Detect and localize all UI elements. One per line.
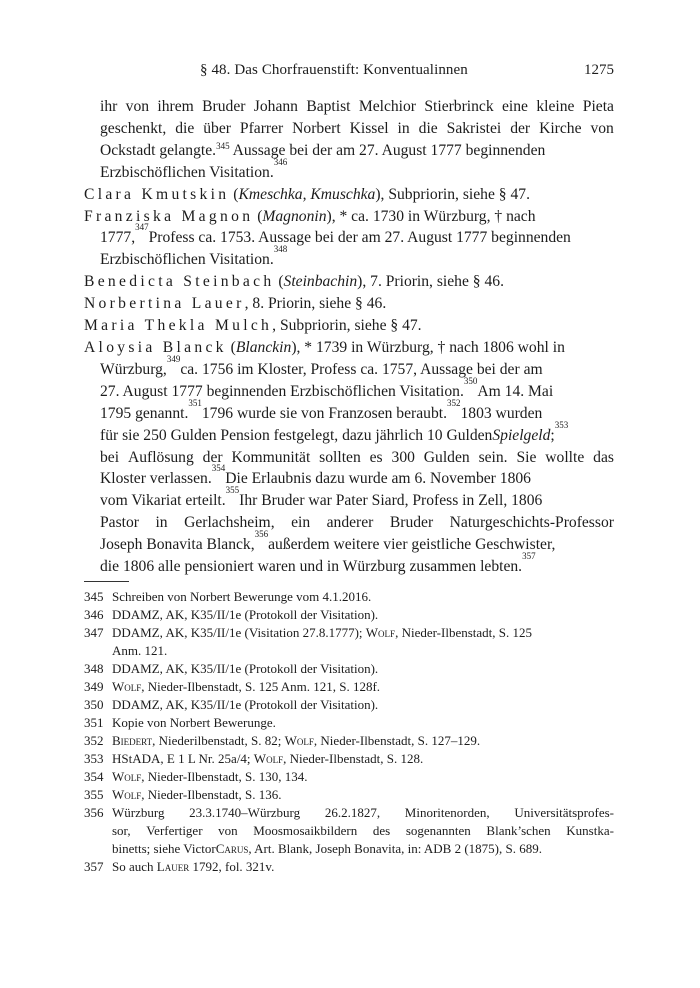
footnote-ref: 353 (554, 419, 569, 430)
footnote-text: Wolf, Nieder-Ilbenstadt, S. 136. (112, 787, 282, 802)
text-line: Kloster verlassen. 354 Die Erlaubnis dazu wurde am 6. November 1806 (84, 468, 614, 490)
word: von (590, 119, 614, 137)
word: von (125, 98, 150, 115)
entry-maria-thekla-mulch: Maria Thekla Mulch , Subpriorin, siehe § 47. (84, 315, 614, 337)
word: Kirche (539, 119, 582, 137)
text-line: für sie 250 Gulden Pension festgelegt, dazu jährlich 10 Gulden Spielgeld ; 353 (84, 425, 614, 447)
word: die (175, 119, 195, 137)
word: es (369, 448, 383, 466)
word: über (203, 119, 231, 137)
entry-norbertina-lauer: Norbertina Lauer , 8. Priorin, siehe § 46. (84, 293, 614, 315)
word: anderer (326, 514, 374, 532)
word: wollte (545, 448, 585, 466)
word: Würzburg (112, 805, 165, 820)
footnote-345 (84, 588, 614, 606)
word: eine (502, 98, 528, 115)
word: des (372, 823, 391, 838)
footnote-355 (84, 786, 614, 804)
name-variant: Magnonin (262, 207, 327, 225)
footnote-separator (84, 581, 129, 582)
entry-clara-kmutskin: Clara Kmutskin ( Kmeschka, Kmuschka ), Subpriorin, siehe § 47. (84, 184, 614, 206)
footnote-text: Wolf, Nieder-Ilbenstadt, S. 130, 134. (112, 769, 308, 784)
entry-name: Benedicta Steinbach (84, 273, 275, 291)
word: die (418, 119, 438, 137)
footnote-text: HStADA, E 1 L Nr. 25a/4; Wolf, Nieder-Ilbenstadt, S. 128. (112, 751, 424, 766)
word: Kunstka- (566, 823, 614, 838)
author-name: Lauer (156, 859, 190, 874)
word: Bruder (202, 98, 246, 115)
footnote-349 (84, 678, 614, 696)
footnote-number: 351 (84, 715, 104, 730)
author-name: Biedert (112, 733, 153, 748)
word: Sakristei (446, 119, 502, 137)
author-name: Carus (215, 841, 249, 856)
text-line: Erzbischöflichen Visitation. 346 (84, 162, 614, 184)
word: in (397, 119, 410, 137)
footnote-number: 357 (84, 859, 104, 874)
footnote-351 (84, 714, 614, 732)
text-line: vom Vikariat erteilt. 355 Ihr Bruder war Pater Siard, Profess in Zell, 1806 (84, 490, 614, 512)
author-name: Wolf (112, 679, 142, 694)
footnote-ref: 356 (254, 529, 269, 540)
entry-name: Aloysia Blanck (84, 338, 227, 356)
word: sor, (112, 823, 131, 838)
word: Moosmosaikbildern (253, 823, 358, 838)
footnote-ref: 348 (273, 244, 288, 255)
footnote-number: 349 (84, 679, 104, 694)
word: Norbert (292, 119, 341, 137)
word: Stierbrinck (424, 98, 494, 115)
footnote-ref: 352 (446, 397, 461, 408)
author-name: Wolf (284, 733, 314, 748)
footnote-line (112, 804, 614, 822)
text-line: die 1806 alle pensioniert waren und in Würzburg zusammen lebten. 357 (84, 556, 614, 578)
word: Kissel (349, 119, 389, 137)
footnote-350 (84, 696, 614, 714)
italic-term: Spielgeld (492, 426, 551, 444)
entry-name: Clara Kmutskin (84, 185, 230, 203)
footnote-356 (84, 804, 614, 858)
footnote-number: 353 (84, 751, 104, 766)
footnote-text: Wolf, Nieder-Ilbenstadt, S. 125 Anm. 121, S. 128f. (112, 679, 381, 694)
word: Universitätsprofes- (514, 805, 614, 820)
word: Auflösung (127, 448, 194, 466)
footnote-number: 348 (84, 661, 104, 676)
footnote-number: 345 (84, 589, 104, 604)
word: ihr (100, 98, 118, 115)
word: bei (100, 448, 120, 466)
word: 26.2.1827, (324, 805, 381, 820)
footnote-ref: 357 (522, 551, 536, 562)
footnote-number: 355 (84, 787, 104, 802)
footnote-line: binetts; siehe Victor Carus , Art. Blank, Joseph Bonavita, in: ADB 2 (1875), S. 689. (112, 841, 542, 856)
author-name: Wolf (112, 787, 142, 802)
word: Pastor (100, 514, 139, 532)
footnote-text: Schreiben von Norbert Bewerunge vom 4.1.2016. (112, 589, 372, 604)
line-text: Ockstadt gelangte.$^{345}$ Aussage bei der am 27. August 1777 beginnenden (100, 140, 546, 159)
word: geschenkt, (100, 119, 167, 137)
footnote-ref: 349 (166, 353, 181, 364)
running-title: § 48. Das Chorfrauenstift: Konventualinnen (200, 62, 468, 78)
word: der (510, 119, 531, 137)
footnote-text: DDAMZ, AK, K35/II/1e (Protokoll der Visitation). (112, 661, 379, 676)
footnote-347 (84, 624, 614, 660)
word: von (218, 823, 238, 838)
footnote-text: So auch Lauer 1792, fol. 321v. (112, 859, 275, 874)
entry-benedicta-steinbach: Benedicta Steinbach ( Steinbachin ), 7. Priorin, siehe § 46. (84, 271, 614, 293)
footnote-number: 347 (84, 625, 104, 640)
footnote-line (112, 822, 614, 840)
entry-name: Norbertina Lauer (84, 295, 245, 313)
word: Pfarrer (239, 119, 284, 137)
name-variant: Steinbachin (283, 273, 358, 291)
word: Naturgeschichts-Professor (449, 514, 614, 532)
word: 23.3.1740–Würzburg (189, 805, 301, 820)
text-line (84, 118, 614, 140)
word: in (155, 514, 168, 532)
footnote-number: 350 (84, 697, 104, 712)
footnote-text: DDAMZ, AK, K35/II/1e (Visitation 27.8.1777); Wolf, Nieder-Ilbenstadt, S. 125 Anm. 121. (112, 625, 532, 658)
footnote-ref: 347 (135, 222, 149, 233)
word: ein (291, 514, 311, 532)
text-line (84, 512, 614, 534)
footnote-ref: 351 (188, 397, 202, 408)
text-line (84, 140, 614, 162)
word: Sie (516, 448, 537, 466)
footnote-number: 354 (84, 769, 104, 784)
page-number: 1275 (584, 62, 614, 78)
word: sein. (478, 448, 508, 466)
entry-name: Maria Thekla Mulch (84, 317, 273, 335)
footnote-text: Biedert, Niederilbenstadt, S. 82; Wolf, Nieder-Ilbenstadt, S. 127–129. (112, 733, 481, 748)
word: ihrem (157, 98, 194, 115)
word: Bruder (389, 514, 434, 532)
word: Gulden (423, 448, 470, 466)
word: sogenannten (405, 823, 471, 838)
footnotes (84, 588, 614, 876)
word: Melchior (358, 98, 417, 115)
text-line: 1795 genannt. 351 1796 wurde sie von Franzosen beraubt. 352 1803 wurden (84, 403, 614, 425)
word: der (202, 448, 223, 466)
footnote-ref: 355 (225, 485, 240, 496)
word: Minoritenorden, (404, 805, 490, 820)
text-line: 1777, 347 Profess ca. 1753. Aussage bei der am 27. August 1777 beginnenden (84, 227, 614, 249)
word: Gerlachsheim, (184, 514, 275, 532)
text-line (84, 447, 614, 469)
footnote-348 (84, 660, 614, 678)
name-variant: Kmeschka, Kmuschka (238, 185, 376, 203)
text-line: Joseph Bonavita Blanck, 356 außerdem weitere vier geistliche Geschwister, (84, 534, 614, 556)
footnote-number: 346 (84, 607, 104, 622)
footnote-ref: 346 (273, 156, 288, 167)
footnote-352 (84, 732, 614, 750)
footnote-353 (84, 750, 614, 768)
running-header (84, 62, 614, 82)
footnote-354 (84, 768, 614, 786)
main-text (84, 96, 614, 578)
text-line: 27. August 1777 beginnenden Erzbischöflichen Visitation. 350 Am 14. Mai (84, 381, 614, 403)
entry-franziska-magnon: Franziska Magnon ( Magnonin ), * ca. 1730 in Würzburg, † nach (84, 206, 614, 228)
word: das (593, 448, 614, 466)
word: Verfertiger (146, 823, 203, 838)
footnote-number: 356 (84, 805, 104, 820)
text-line: Würzburg, 349 ca. 1756 im Kloster, Profess ca. 1757, Aussage bei der am (84, 359, 614, 381)
footnote-ref: 345 (216, 140, 230, 151)
footnote-text: DDAMZ, AK, K35/II/1e (Protokoll der Visitation). (112, 607, 379, 622)
word: sollten (319, 448, 361, 466)
word: Kommunität (231, 448, 311, 466)
footnote-ref: 350 (463, 375, 478, 386)
author-name: Wolf (253, 751, 284, 766)
footnote-text (112, 804, 614, 858)
footnote-ref: 354 (211, 463, 226, 474)
entry-name: Franziska Magnon (84, 207, 254, 225)
footnote-text: Kopie von Norbert Bewerunge. (112, 715, 276, 730)
text-line: Erzbischöflichen Visitation. 348 (84, 249, 614, 271)
author-name: Wolf (112, 769, 142, 784)
word: Pieta (582, 98, 614, 115)
word: Baptist (306, 98, 351, 115)
word: Johann (253, 98, 298, 115)
author-name: Wolf (365, 625, 396, 640)
word: 300 (391, 448, 415, 466)
word: kleine (536, 98, 575, 115)
name-variant: Blanckin (235, 338, 292, 356)
footnote-text: DDAMZ, AK, K35/II/1e (Protokoll der Visitation). (112, 697, 379, 712)
footnote-346 (84, 606, 614, 624)
footnote-number: 352 (84, 733, 104, 748)
text-line (84, 96, 614, 118)
footnote-357 (84, 858, 614, 876)
word: Blank’schen (486, 823, 551, 838)
entry-aloysia-blanck: Aloysia Blanck ( Blanckin ), * 1739 in Würzburg, † nach 1806 wohl in (84, 337, 614, 359)
